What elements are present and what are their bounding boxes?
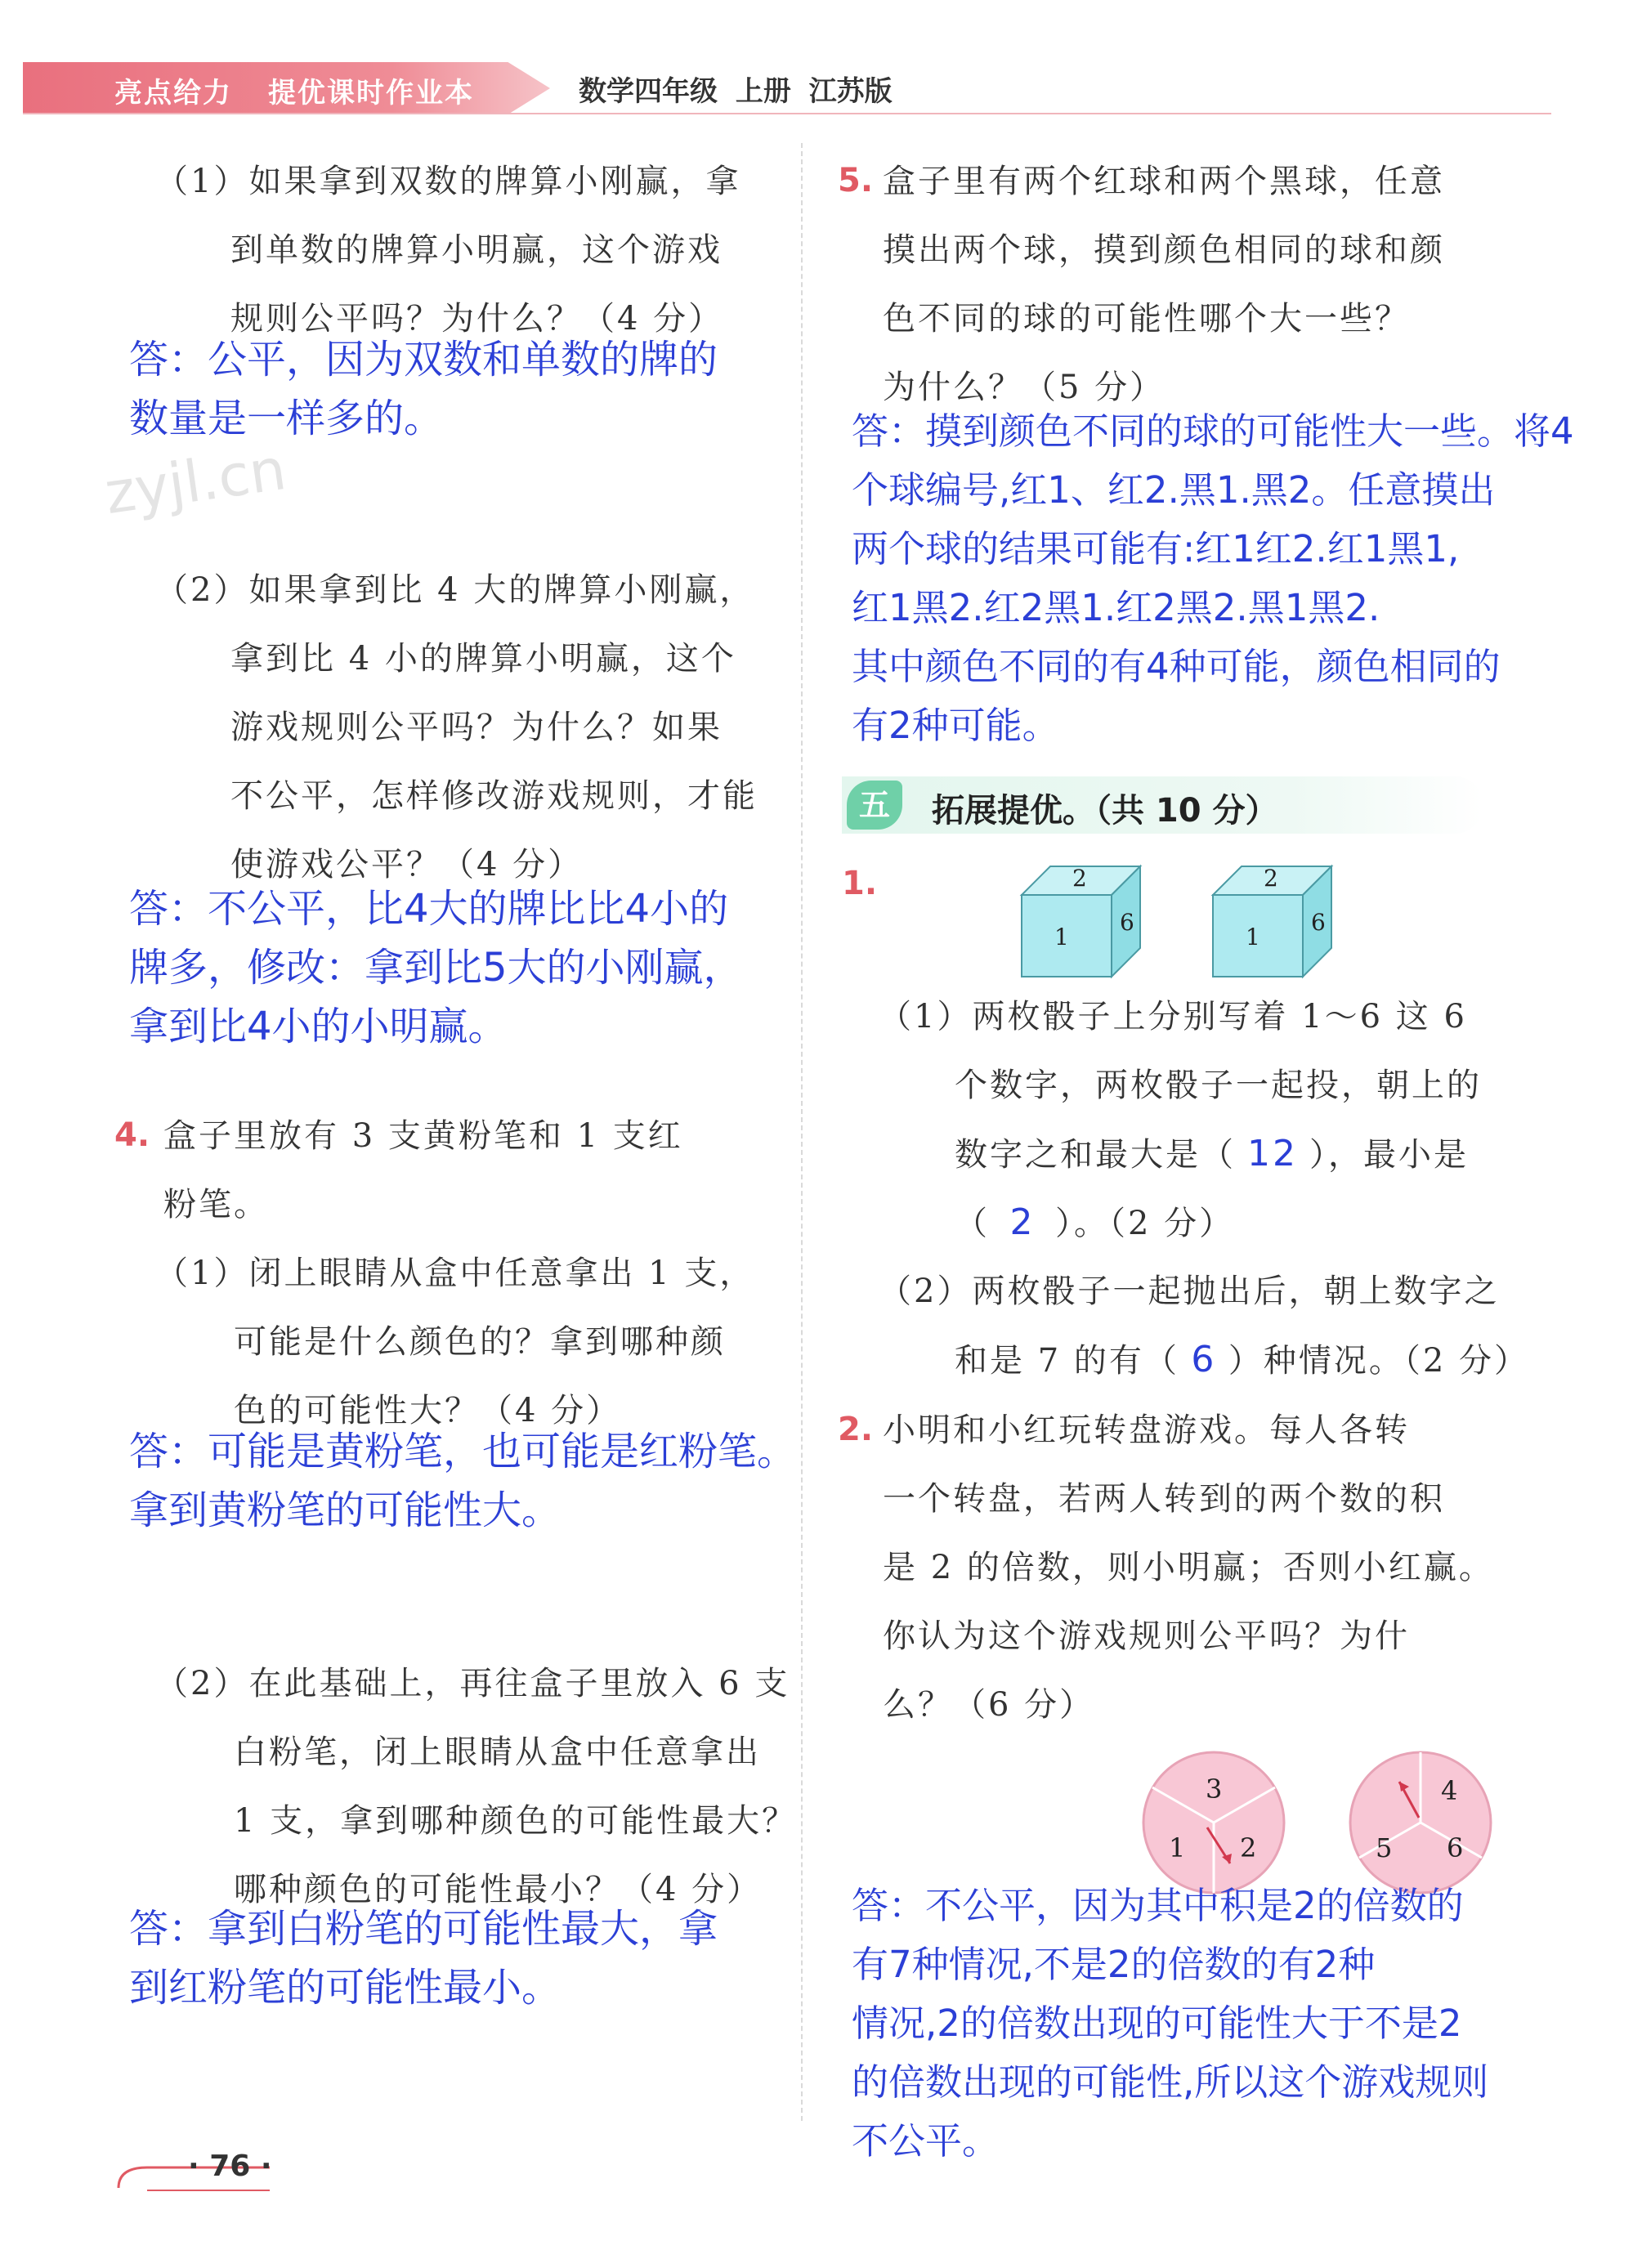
page-number: · 76 · bbox=[188, 2149, 272, 2183]
spinner-1-label-top: 3 bbox=[1206, 1774, 1223, 1805]
section-five-title: 拓展提优。（共 10 分） bbox=[932, 792, 1278, 830]
column-divider bbox=[801, 143, 803, 2121]
q4-1-answer-line-1: 答：可能是黄粉笔，也可能是红粉笔。 bbox=[129, 1429, 797, 1474]
q5-answer-line-6: 有2种可能。 bbox=[852, 704, 1059, 747]
ex1-1-line-1: （1）两枚骰子上分别写着 1～6 这 6 bbox=[879, 998, 1467, 1036]
q5-line-4: 为什么？（5 分） bbox=[883, 369, 1166, 406]
q5-number: 5. bbox=[838, 162, 874, 199]
die-1-front-number: 1 bbox=[1054, 924, 1069, 951]
ex1-2-line-2-end: ）种情况。（2 分） bbox=[1228, 1342, 1530, 1380]
q5-answer-line-5: 其中颜色不同的有4种可能，颜色相同的 bbox=[852, 645, 1501, 688]
spinner-2-label-left: 5 bbox=[1376, 1832, 1393, 1863]
ex1-2-line-2-start: 和是 7 的有（ bbox=[955, 1342, 1179, 1380]
q3-2-line-3: 游戏规则公平吗？为什么？如果 bbox=[230, 709, 723, 746]
q5-answer-line-4: 红1黑2.红2黑1.红2黑2.黑1黑2. bbox=[852, 586, 1380, 629]
q3-2-line-2: 拿到比 4 小的牌算小明赢，这个 bbox=[230, 640, 736, 678]
q5-answer-line-1: 答：摸到颜色不同的球的可能性大一些。将4 bbox=[852, 409, 1574, 453]
ex2-answer-line-3: 情况,2的倍数出现的可能性大于不是2 bbox=[852, 2002, 1462, 2045]
ex1-2-line-2 bbox=[955, 1326, 1529, 1395]
ex2-answer-line-4: 的倍数出现的可能性,所以这个游戏规则 bbox=[852, 2060, 1489, 2104]
ex2-answer-line-2: 有7种情况,不是2的倍数的有2种 bbox=[852, 1943, 1376, 1986]
ex1-1-line-2: 个数字，两枚骰子一起投，朝上的 bbox=[955, 1067, 1482, 1104]
ex1-1-line-4 bbox=[955, 1188, 1234, 1258]
q4-2-line-2: 白粉笔，闭上眼睛从盒中任意拿出 bbox=[234, 1733, 761, 1771]
ex1-number: 1. bbox=[842, 865, 878, 902]
q3-2-answer-line-2: 牌多，修改：拿到比5大的小刚赢， bbox=[129, 945, 743, 991]
ex2-number: 2. bbox=[838, 1411, 874, 1448]
brand-title: 亮点给力 bbox=[114, 77, 232, 110]
section-five-badge: 五 bbox=[847, 781, 902, 830]
q3-1-answer-line-2: 数量是一样多的。 bbox=[129, 396, 444, 441]
ex1-sum-seven-answer: 6 bbox=[1191, 1339, 1217, 1380]
q4-2-line-1: （2）在此基础上，再往盒子里放入 6 支 bbox=[155, 1665, 790, 1702]
q3-1-line-1: （1）如果拿到双数的牌算小刚赢，拿 bbox=[155, 163, 741, 200]
q4-2-answer-line-2: 到红粉笔的可能性最小。 bbox=[129, 1965, 562, 2011]
header-divider bbox=[23, 113, 1551, 114]
q5-line-3: 色不同的球的可能性哪个大一些？ bbox=[883, 300, 1410, 338]
book-title: 数学四年级 上册 江苏版 bbox=[579, 75, 893, 108]
ex1-1-line-3-end: ），最小是 bbox=[1309, 1136, 1469, 1174]
die-1 bbox=[1013, 858, 1161, 981]
q4-line-1: 盒子里放有 3 支黄粉笔和 1 支红 bbox=[163, 1117, 683, 1155]
die-2-front-number: 1 bbox=[1246, 924, 1260, 951]
q4-2-line-3: 1 支，拿到哪种颜色的可能性最大？ bbox=[234, 1802, 798, 1840]
spinner-2 bbox=[1347, 1749, 1494, 1896]
spinner-1-label-left: 1 bbox=[1169, 1832, 1186, 1863]
ex2-line-1: 小明和小红玩转盘游戏。每人各转 bbox=[883, 1411, 1410, 1449]
q3-2-answer-line-1: 答：不公平，比4大的牌比比4小的 bbox=[129, 886, 729, 932]
spinner-2-label-top: 4 bbox=[1441, 1775, 1458, 1806]
ex1-max-sum-answer: 12 bbox=[1247, 1133, 1298, 1174]
spinner-2-label-right: 6 bbox=[1447, 1832, 1464, 1863]
die-1-side-number: 6 bbox=[1120, 909, 1134, 936]
q3-2-line-5: 使游戏公平？（4 分） bbox=[230, 846, 584, 883]
watermark: zyjl.cn bbox=[101, 435, 290, 528]
q5-line-1: 盒子里有两个红球和两个黑球，任意 bbox=[883, 163, 1445, 200]
series-title: 提优课时作业本 bbox=[268, 77, 474, 110]
q3-2-line-1: （2）如果拿到比 4 大的牌算小刚赢， bbox=[155, 571, 755, 609]
q3-1-line-2: 到单数的牌算小明赢，这个游戏 bbox=[230, 231, 723, 269]
q4-1-answer-line-2: 拿到黄粉笔的可能性大。 bbox=[129, 1487, 562, 1533]
spinner-1-label-right: 2 bbox=[1240, 1832, 1257, 1863]
q5-answer-line-2: 个球编号,红1、红2.黑1.黑2。任意摸出 bbox=[852, 468, 1496, 512]
q5-answer-line-3: 两个球的结果可能有:红1红2.红1黑1, bbox=[852, 527, 1460, 570]
ex1-1-line-4-start: （ bbox=[955, 1205, 990, 1242]
q3-1-line-3: 规则公平吗？为什么？（4 分） bbox=[230, 300, 724, 338]
ex1-2-line-1: （2）两枚骰子一起抛出后，朝上数字之 bbox=[879, 1273, 1500, 1310]
q5-line-2: 摸出两个球，摸到颜色相同的球和颜 bbox=[883, 231, 1445, 269]
ex2-line-5: 么？（6 分） bbox=[883, 1686, 1095, 1724]
q4-1-line-3: 色的可能性大？（4 分） bbox=[234, 1392, 622, 1429]
q3-1-answer-line-1: 答：公平，因为双数和单数的牌的 bbox=[129, 337, 718, 382]
ex1-1-line-3 bbox=[955, 1120, 1469, 1189]
ex1-min-sum-answer: 2 bbox=[1009, 1201, 1036, 1243]
q3-2-answer-line-3: 拿到比4小的小明赢。 bbox=[129, 1004, 508, 1049]
ex2-line-3: 是 2 的倍数，则小明赢；否则小红赢。 bbox=[883, 1549, 1494, 1586]
ex2-line-2: 一个转盘，若两人转到的两个数的积 bbox=[883, 1480, 1445, 1518]
q3-2-line-4: 不公平，怎样修改游戏规则，才能 bbox=[230, 777, 758, 815]
ex2-line-4: 你认为这个游戏规则公平吗？为什 bbox=[883, 1617, 1410, 1655]
q4-2-answer-line-1: 答：拿到白粉笔的可能性最大，拿 bbox=[129, 1906, 718, 1952]
q4-line-2: 粉笔。 bbox=[163, 1186, 269, 1223]
die-1-top-number: 2 bbox=[1072, 865, 1087, 892]
die-2-side-number: 6 bbox=[1311, 909, 1326, 936]
spinner-1 bbox=[1140, 1749, 1287, 1896]
ex2-answer-line-5: 不公平。 bbox=[852, 2119, 1000, 2163]
q4-1-line-1: （1）闭上眼睛从盒中任意拿出 1 支， bbox=[155, 1255, 755, 1292]
q4-2-line-4: 哪种颜色的可能性最小？（4 分） bbox=[234, 1871, 763, 1908]
q4-number: 4. bbox=[114, 1116, 150, 1154]
ex2-answer-line-1: 答：不公平，因为其中积是2的倍数的 bbox=[852, 1884, 1464, 1927]
ex1-1-line-4-end: ）。（2 分） bbox=[1055, 1205, 1235, 1242]
die-2-top-number: 2 bbox=[1264, 865, 1278, 892]
die-2 bbox=[1205, 858, 1352, 981]
ex1-1-line-3-start: 数字之和最大是（ bbox=[955, 1136, 1236, 1174]
q4-1-line-2: 可能是什么颜色的？拿到哪种颜 bbox=[234, 1323, 726, 1361]
